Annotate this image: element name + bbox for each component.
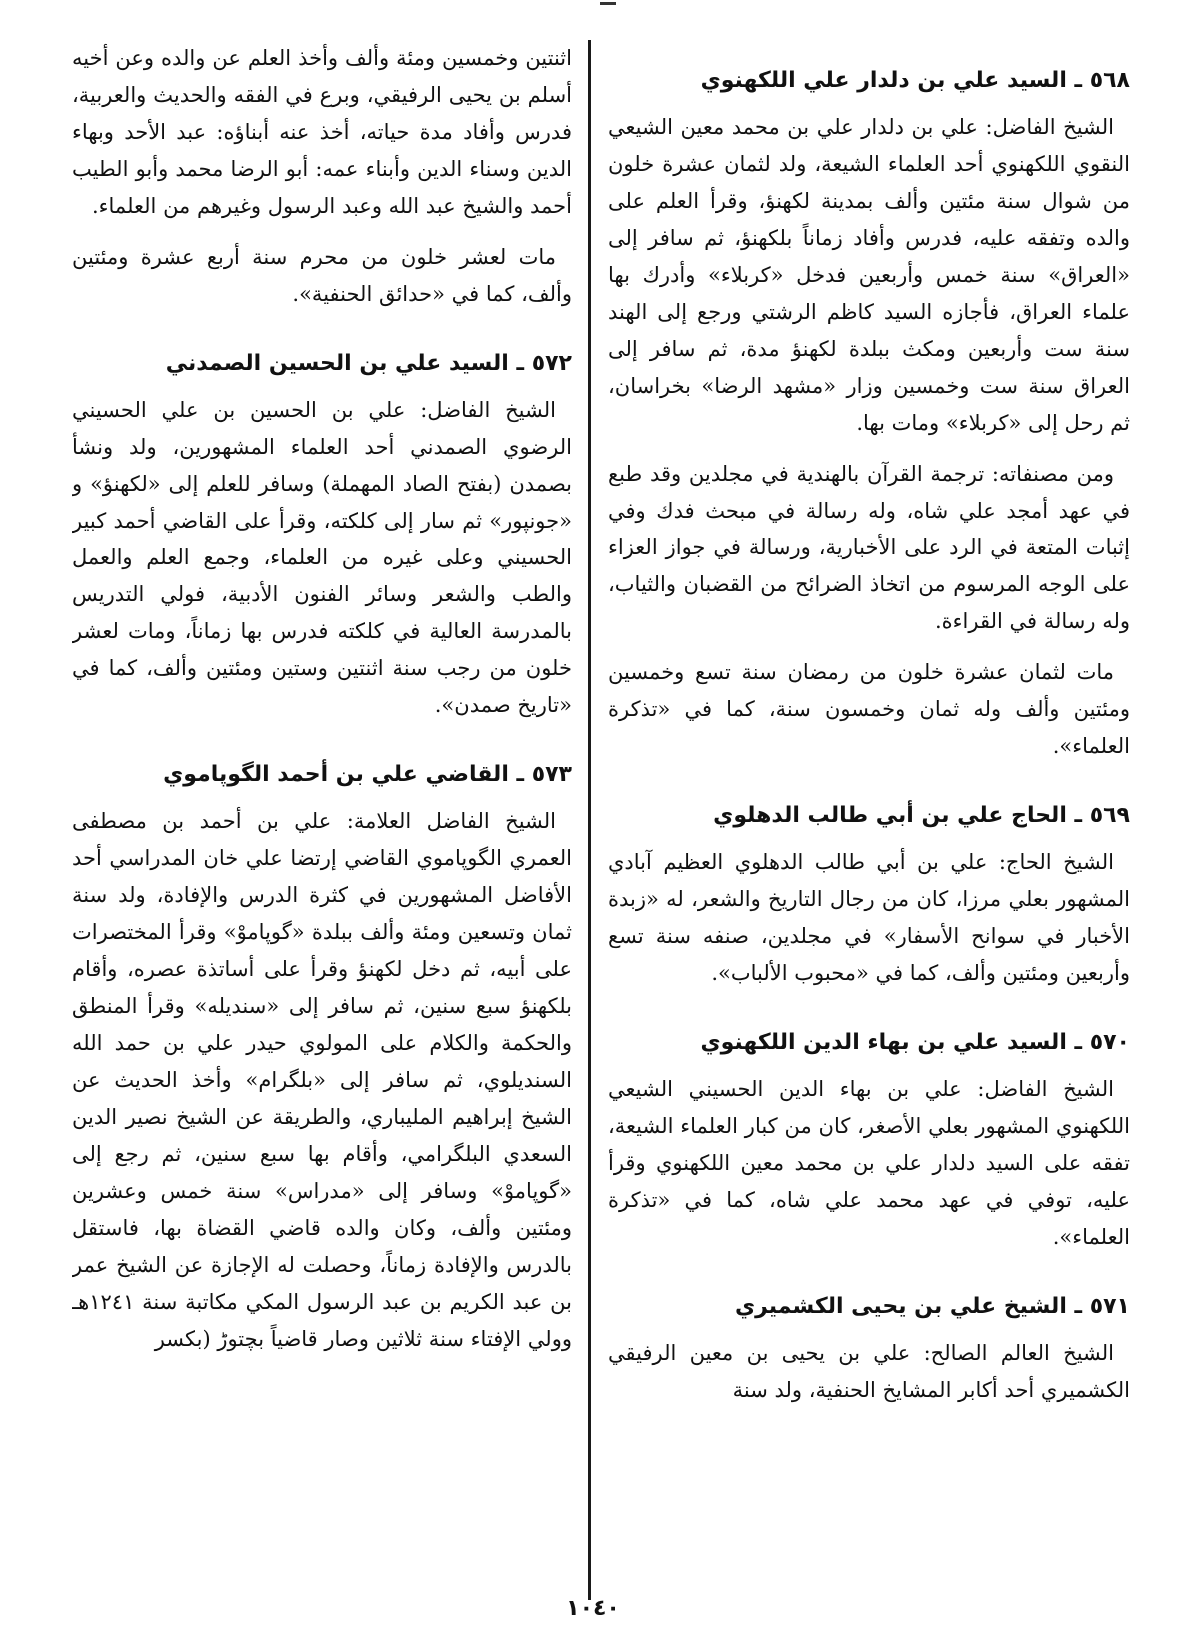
entry-paragraph: الشيخ الحاج: علي بن أبي طالب الدهلوي العظيم آبادي المشهور بعلي مرزا، كان من رجال التاريخ والشعر، له «زبدة الأخبار في سوانح الأسفار» في مجلدين، صنفه سنة تسع وأربعين ومئتين وألف، كما في «محبوب الألباب». <box>608 850 1130 986</box>
entry-paragraph: ومن مصنفاته: ترجمة القرآن بالهندية في مجلدين وقد طبع في عهد أمجد علي شاه، وله رسالة في مبحث فدك وفي إثبات المتعة في الرد على الأخبارية، ورسالة في جواز العزاء على الوجه المرسوم من اتخاذ الضرائح من القضبان والثياب، وله رسالة في القراءة. <box>608 461 1130 634</box>
entry-568 <box>608 64 1130 765</box>
entry-571-continued <box>72 40 572 313</box>
entry-paragraph: مات لعشر خلون من محرم سنة أربع عشرة ومئتين وألف، كما في «حدائق الحنفية». <box>72 244 572 306</box>
entry-heading: ٥٧٠ ـ السيد علي بن بهاء الدين اللكهنوي <box>700 1030 1130 1056</box>
entry-paragraph: الشيخ العالم الصالح: علي بن يحيى بن معين الرفيقي الكشميري أحد أكابر المشايخ الحنفية، ولد سنة <box>608 1340 1130 1402</box>
entry-heading: ٥٦٨ ـ السيد علي بن دلدار علي اللكهنوي <box>700 68 1130 93</box>
page-number: ١٠٤٠ <box>566 1596 620 1621</box>
top-mark <box>600 2 616 5</box>
left-column <box>72 40 572 1610</box>
entry-paragraph: الشيخ الفاضل: علي بن دلدار علي بن محمد معين الشيعي النقوي اللكهنوي أحد العلماء الشيعة، ولد لثمان عشرة خلون من شوال سنة مئتين وألف بمدينة لكهنؤ، وقرأ العلم على والده وتفقه عليه، فدرس وأفاد زماناً بلكهنؤ، ثم سافر إلى «العراق» سنة خمس وأربعين فدخل «كربلاء» وأدرك بها علماء العراق، فأجازه السيد كاظم الرشتي ورجع إلى الهند سنة ست وأربعين ومكث ببلدة لكهنؤ مدة، ثم سافر إلى العراق سنة ست وخمسين وزار «مشهد الرضا» بخراسان، ثم رحل إلى «كربلاء» ومات بها. <box>608 115 1130 435</box>
entry-paragraph: الشيخ الفاضل: علي بن الحسين بن علي الحسيني الرضوي الصمدني أحد العلماء المشهورين، ولد ونشأ بصمدن (بفتح الصاد المهملة) وسافر للعلم إلى «لكهنؤ» و «جونپور» ثم سار إلى كلكته، وقرأ على القاضي أحمد كبير الحسيني وعلى غيره من العلماء، وجمع العلم والعمل والطب والشعر وسائر الفنون الأدبية، فولي التدريس بالمدرسة العالية في كلكته فدرس بها زماناً، ومات لعشر خلون من رجب سنة اثنتين وستين ومئتين وألف، كما في «تاريخ صمدن». <box>72 397 572 718</box>
entry-paragraph: الشيخ الفاضل العلامة: علي بن أحمد بن مصطفى العمري الگوپاموي القاضي إرتضا علي خان المدراسي أحد الأفاضل المشهورين في كثرة الدرس والإفادة، ولد سنة ثمان وتسعين ومئة وألف ببلدة «گوپاموْ» وقرأ المختصرات على أبيه، ثم دخل لكهنؤ وقرأ على أساتذة عصره، وأقام بلكهنؤ سبع سنين، ثم سافر إلى «سنديله» وقرأ المنطق والحكمة والكلام على المولوي حيدر علي بن حمد الله السنديلوي، ثم سافر إلى «بلگرام» وأخذ الحديث عن الشيخ إبراهيم المليباري، والطريقة عن الشيخ نصير الدين السعدي البلگرامي، وأقام بها سبع سنين، ثم رجع إلى «گوپاموْ» وسافر إلى «مدراس» سنة خمس وعشرين ومئتين وألف، وكان والده قاضي القضاة بها، فاستقل بالدرس والإفادة زماناً، وحصلت له الإجازة عن الشيخ عمر بن عبد الكريم بن عبد الرسول المكي مكاتبة سنة ١٢٤١هـ وولي الإفتاء سنة ثلاثين وصار قاضياً بچتوڑ (بكسر <box>72 809 572 1351</box>
entry-569 <box>608 799 1130 992</box>
right-column <box>608 40 1130 1610</box>
entry-heading: ٥٧٣ ـ القاضي علي بن أحمد الگوپاموي <box>163 762 572 788</box>
entry-570 <box>608 1026 1130 1256</box>
entry-573 <box>72 758 572 1357</box>
entry-heading: ٥٧٢ ـ السيد علي بن الحسين الصمدني <box>165 350 572 376</box>
entry-paragraph: اثنتين وخمسين ومئة وألف وأخذ العلم عن والده وعن أخيه أسلم بن يحيى الرفيقي، وبرع في الفقه والحديث والعربية، فدرس وأفاد مدة حياته، أخذ عنه أبناؤه: عبد الأحد وبهاء الدين وسناء الدين وأبناء عمه: أبو الرضا محمد وأبو الطيب أحمد والشيخ عبد الله وعبد الرسول وغيرهم من العلماء. <box>72 46 572 218</box>
entry-heading: ٥٦٩ ـ الحاج علي بن أبي طالب الدهلوي <box>713 803 1130 829</box>
entry-572 <box>72 347 572 725</box>
entry-paragraph: مات لثمان عشرة خلون من رمضان سنة تسع وخمسين ومئتين وألف وله ثمان وخمسون سنة، كما في «تذكرة العلماء». <box>608 660 1130 759</box>
entry-heading: ٥٧١ ـ الشيخ علي بن يحيى الكشميري <box>734 1293 1130 1319</box>
entry-571 <box>608 1290 1130 1409</box>
column-rule <box>588 40 591 1600</box>
entry-paragraph: الشيخ الفاضل: علي بن بهاء الدين الحسيني الشيعي اللكهنوي المشهور بعلي الأصغر، كان من كبار العلماء الشيعة، تفقه على السيد دلدار علي بن محمد معين اللكهنوي وقرأ عليه، توفي في عهد محمد علي شاه، كما في «تذكرة العلماء». <box>608 1077 1130 1249</box>
